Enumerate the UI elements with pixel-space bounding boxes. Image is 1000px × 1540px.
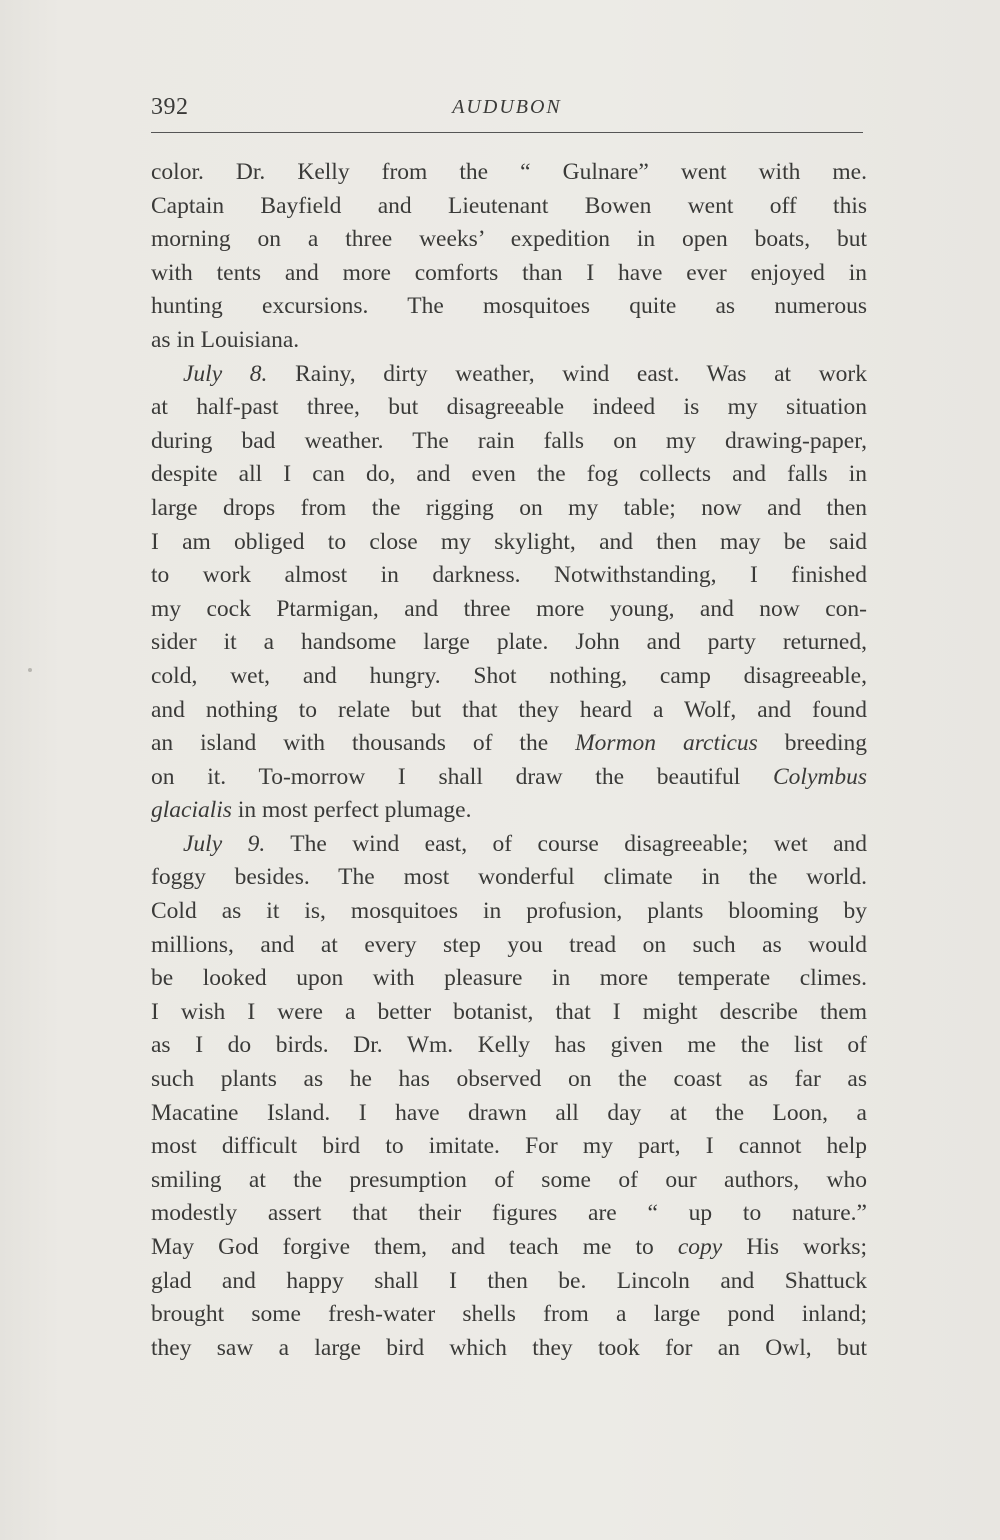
text-line (151, 492, 867, 526)
text-segment: be looked upon with pleasure in more temperate climes. (151, 965, 867, 992)
text-segment: in most perfect plumage. (231, 797, 472, 824)
text-line (151, 1063, 867, 1097)
text-line (151, 761, 867, 795)
italic-text: copy (677, 1234, 723, 1260)
text-line (151, 324, 867, 358)
text-segment: millions, and at every step you tread on such as would (151, 931, 867, 958)
text-segment: an island with thousands of the (151, 730, 576, 757)
text-line (151, 1231, 867, 1265)
text-segment: Macatine Island. I have drawn all day at the Loon, a (151, 1099, 867, 1126)
text-segment: at half-past three, but disagreeable indeed is my situation (151, 394, 867, 421)
text-segment: I am obliged to close my skylight, and then may be said (151, 528, 867, 555)
text-segment: His works; (722, 1234, 867, 1260)
italic-text: glacialis (151, 797, 232, 824)
text-segment: despite all I can do, and even the fog collects and falls in (151, 461, 867, 488)
text-segment: sider it a handsome large plate. John and party returned, (151, 629, 867, 656)
text-segment: The wind east, of course disagreeable; wet and (265, 830, 868, 857)
text-line (151, 223, 867, 257)
text-line (151, 559, 867, 593)
text-segment: cold, wet, and hungry. Shot nothing, camp disagreeable, (151, 662, 867, 689)
text-segment: smiling at the presumption of some of our authors, who (151, 1166, 867, 1193)
text-line (151, 257, 867, 291)
text-line (151, 828, 867, 862)
text-line (151, 526, 867, 560)
text-segment: as in Louisiana. (151, 326, 300, 353)
text-segment: most difficult bird to imitate. For my part, I cannot help (151, 1133, 867, 1160)
text-segment: my cock Ptarmigan, and three more young, and now con- (151, 595, 867, 622)
italic-text: July 8. (183, 360, 268, 387)
text-segment: and nothing to relate but that they heard a Wolf, and found (151, 696, 867, 723)
text-line (151, 391, 867, 425)
text-line (151, 1029, 867, 1063)
body-text (151, 156, 867, 1365)
text-segment: I wish I were a better botanist, that I might describe them (151, 998, 867, 1025)
text-line (151, 190, 867, 224)
text-segment: brought some fresh-water shells from a large pond inland; (151, 1301, 867, 1328)
italic-text: July 9. (183, 830, 266, 857)
text-line (151, 660, 867, 694)
text-segment: Captain Bayfield and Lieutenant Bowen went off this (151, 192, 867, 219)
text-line (151, 1164, 867, 1198)
text-line (151, 1130, 867, 1164)
text-line (151, 626, 867, 660)
text-line (151, 458, 867, 492)
page-number: 392 (151, 94, 189, 120)
text-segment: during bad weather. The rain falls on my drawing-paper, (151, 427, 867, 454)
text-segment: to work almost in darkness. Notwithstanding, I finished (151, 562, 867, 589)
text-segment: Rainy, dirty weather, wind east. Was at work (267, 360, 867, 387)
text-segment: such plants as he has observed on the coast as far as (151, 1066, 867, 1093)
text-line (151, 962, 867, 996)
text-line (151, 290, 867, 324)
running-head: AUDUBON (452, 96, 562, 118)
text-segment: morning on a three weeks’ expedition in open boats, but (151, 226, 867, 253)
text-line (151, 694, 867, 728)
italic-text: Colymbus (773, 763, 867, 790)
text-segment: hunting excursions. The mosquitoes quite as numerous (151, 293, 867, 320)
text-segment: as I do birds. Dr. Wm. Kelly has given me the list of (151, 1032, 867, 1059)
text-line (151, 1097, 867, 1131)
text-segment: color. Dr. Kelly from the “ Gulnare” went with me. (151, 159, 867, 185)
text-segment: they saw a large bird which they took for an Owl, but (151, 1334, 867, 1361)
text-segment: Cold as it is, mosquitoes in profusion, plants blooming by (151, 898, 867, 925)
italic-text: Mormon arcticus (575, 730, 758, 757)
text-line (151, 895, 867, 929)
text-segment: glad and happy shall I then be. Lincoln and Shattuck (151, 1267, 867, 1294)
text-segment: large drops from the rigging on my table; now and then (151, 494, 867, 521)
text-line (151, 727, 867, 761)
text-line (151, 929, 867, 963)
text-segment: with tents and more comforts than I have ever enjoyed in (151, 259, 867, 286)
text-line (151, 1332, 867, 1366)
page-header (151, 94, 863, 124)
text-line (151, 593, 867, 627)
text-segment: modestly assert that their figures are “ up to nature.” (151, 1200, 867, 1227)
text-line (151, 156, 867, 190)
margin-speck (28, 668, 32, 672)
text-segment: foggy besides. The most wonderful climate in the world. (151, 864, 867, 891)
text-segment: breeding (757, 730, 867, 757)
text-line (151, 996, 867, 1030)
text-line (151, 1298, 867, 1332)
text-segment: May God forgive them, and teach me to (151, 1234, 678, 1260)
header-rule (151, 132, 863, 133)
text-line (151, 794, 867, 828)
text-segment: on it. To-morrow I shall draw the beautiful (151, 763, 773, 790)
text-line (151, 1197, 867, 1231)
text-line (151, 861, 867, 895)
text-line (151, 358, 867, 392)
text-line (151, 425, 867, 459)
text-line (151, 1265, 867, 1299)
